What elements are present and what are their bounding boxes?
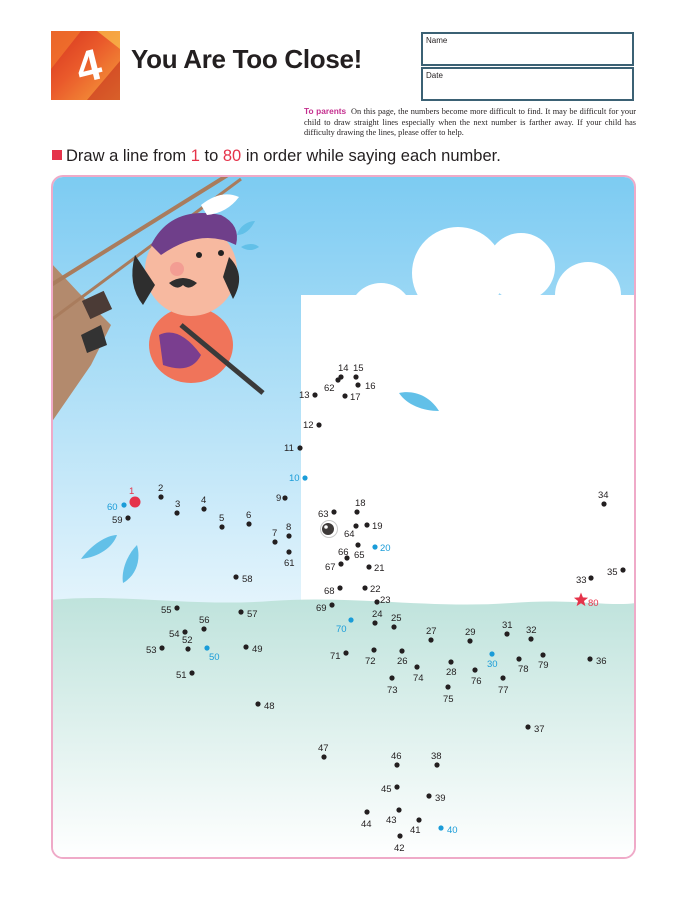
- dot-40[interactable]: [438, 825, 443, 830]
- dot-label-63: 63: [318, 509, 329, 520]
- dot-79[interactable]: [540, 652, 545, 657]
- dot-65[interactable]: [355, 542, 360, 547]
- dot-label-10: 10: [289, 473, 300, 484]
- dot-49[interactable]: [243, 644, 248, 649]
- dot-11[interactable]: [297, 445, 302, 450]
- sea: [51, 598, 636, 859]
- dot-label-44: 44: [361, 819, 372, 830]
- dot-label-67: 67: [325, 562, 336, 573]
- dot-24[interactable]: [372, 620, 377, 625]
- dot-33[interactable]: [588, 575, 593, 580]
- dot-label-51: 51: [176, 670, 187, 681]
- dot-label-70: 70: [336, 624, 347, 635]
- dot-label-68: 68: [324, 586, 335, 597]
- dot-label-42: 42: [394, 843, 405, 854]
- dot-label-37: 37: [534, 724, 545, 735]
- dot-42[interactable]: [397, 833, 402, 838]
- dot-72[interactable]: [371, 647, 376, 652]
- dot-28[interactable]: [448, 659, 453, 664]
- dot-18[interactable]: [354, 509, 359, 514]
- dot-12[interactable]: [316, 422, 321, 427]
- dot-label-23: 23: [380, 595, 391, 606]
- dot-74[interactable]: [414, 664, 419, 669]
- dot-19[interactable]: [364, 522, 369, 527]
- eye-icon: [321, 521, 338, 538]
- instruction-end-number: 80: [222, 147, 242, 165]
- dot-67[interactable]: [338, 561, 343, 566]
- dot-label-8: 8: [286, 522, 292, 533]
- dot-39[interactable]: [426, 793, 431, 798]
- lesson-number: 4: [71, 39, 107, 94]
- dot-label-53: 53: [146, 645, 157, 656]
- dot-37[interactable]: [525, 724, 530, 729]
- dot-label-15: 15: [353, 363, 364, 374]
- dot-56[interactable]: [201, 626, 206, 631]
- dot-32[interactable]: [528, 636, 533, 641]
- dot-43[interactable]: [396, 807, 401, 812]
- dot-label-47: 47: [318, 743, 329, 754]
- dot-22[interactable]: [362, 585, 367, 590]
- dot-31[interactable]: [504, 631, 509, 636]
- dot-34[interactable]: [601, 501, 606, 506]
- dot-label-72: 72: [365, 656, 376, 667]
- dot-46[interactable]: [394, 762, 399, 767]
- dot-62[interactable]: [335, 377, 340, 382]
- dot-54[interactable]: [182, 629, 187, 634]
- dot-label-74: 74: [413, 673, 424, 684]
- dot-label-29: 29: [465, 627, 476, 638]
- dot-15[interactable]: [353, 374, 358, 379]
- dot-label-16: 16: [365, 381, 376, 392]
- dot-label-18: 18: [355, 498, 366, 509]
- lesson-number-badge: [51, 31, 120, 100]
- dot-label-22: 22: [370, 584, 381, 595]
- dot-69[interactable]: [329, 602, 334, 607]
- dot-36[interactable]: [587, 656, 592, 661]
- dot-52[interactable]: [185, 646, 190, 651]
- dot-47[interactable]: [321, 754, 326, 759]
- dot-21[interactable]: [366, 564, 371, 569]
- dot-label-73: 73: [387, 685, 398, 696]
- dot-label-79: 79: [538, 660, 549, 671]
- dot-76[interactable]: [472, 667, 477, 672]
- dot-51[interactable]: [189, 670, 194, 675]
- dot-29[interactable]: [467, 638, 472, 643]
- dot-label-27: 27: [426, 626, 437, 637]
- dot-label-43: 43: [386, 815, 397, 826]
- dot-label-62: 62: [324, 383, 335, 394]
- dot-label-1: 1: [129, 486, 135, 497]
- dot-2[interactable]: [158, 494, 163, 499]
- dot-to-dot-panel: [51, 175, 636, 859]
- dot-label-75: 75: [443, 694, 454, 705]
- dot-6[interactable]: [246, 521, 251, 526]
- dot-44[interactable]: [364, 809, 369, 814]
- dot-label-9: 9: [276, 493, 282, 504]
- dot-75[interactable]: [445, 684, 450, 689]
- instruction-suffix: in order while saying each number.: [245, 147, 501, 165]
- dot-26[interactable]: [399, 648, 404, 653]
- dot-label-2: 2: [158, 483, 164, 494]
- dot-label-21: 21: [374, 563, 385, 574]
- dot-label-7: 7: [272, 528, 278, 539]
- dot-label-31: 31: [502, 620, 513, 631]
- instruction-prefix: Draw a line from: [66, 147, 187, 165]
- dot-27[interactable]: [428, 637, 433, 642]
- dot-50[interactable]: [204, 645, 209, 650]
- dot-label-12: 12: [303, 420, 314, 431]
- dot-20[interactable]: [372, 544, 377, 549]
- dot-16[interactable]: [355, 382, 360, 387]
- dot-label-33: 33: [576, 575, 587, 586]
- dot-label-35: 35: [607, 567, 618, 578]
- dot-label-40: 40: [447, 825, 458, 836]
- dot-label-17: 17: [350, 392, 361, 403]
- dot-label-28: 28: [446, 667, 457, 678]
- dot-45[interactable]: [394, 784, 399, 789]
- dot-13[interactable]: [312, 392, 317, 397]
- dot-label-49: 49: [252, 644, 263, 655]
- dot-48[interactable]: [255, 701, 260, 706]
- dot-35[interactable]: [620, 567, 625, 572]
- dot-label-57: 57: [247, 609, 258, 620]
- dot-label-77: 77: [498, 685, 509, 696]
- dot-label-24: 24: [372, 609, 383, 620]
- dot-label-58: 58: [242, 574, 253, 585]
- dot-68[interactable]: [337, 585, 342, 590]
- dot-4[interactable]: [201, 506, 206, 511]
- dot-78[interactable]: [516, 656, 521, 661]
- dot-1[interactable]: [130, 497, 141, 508]
- dot-label-50: 50: [209, 652, 220, 663]
- dot-label-20: 20: [380, 543, 391, 554]
- dot-label-36: 36: [596, 656, 607, 667]
- dot-label-54: 54: [169, 629, 180, 640]
- name-field[interactable]: [421, 32, 634, 66]
- dot-53[interactable]: [159, 645, 164, 650]
- dot-label-71: 71: [330, 651, 341, 662]
- dot-label-5: 5: [219, 513, 225, 524]
- dot-label-56: 56: [199, 615, 210, 626]
- dot-label-41: 41: [410, 825, 421, 836]
- dot-8[interactable]: [286, 533, 291, 538]
- parents-note-text: On this page, the numbers become more difficult to find. It may be difficult for your child to draw straight lines especially when the next number is farther away. If your child has difficulty drawing the lines, please offer to help.: [304, 107, 636, 138]
- dot-label-30: 30: [487, 659, 498, 670]
- dot-label-13: 13: [299, 390, 310, 401]
- dot-41[interactable]: [416, 817, 421, 822]
- dot-77[interactable]: [500, 675, 505, 680]
- parents-note-lead: To parents: [304, 106, 347, 116]
- dot-label-46: 46: [391, 751, 402, 762]
- dot-label-64: 64: [344, 529, 355, 540]
- dot-7[interactable]: [272, 539, 277, 544]
- dot-55[interactable]: [174, 605, 179, 610]
- dot-59[interactable]: [125, 515, 130, 520]
- dot-label-69: 69: [316, 603, 327, 614]
- dot-label-55: 55: [161, 605, 172, 616]
- dot-label-60: 60: [107, 502, 118, 513]
- dot-label-65: 65: [354, 550, 365, 561]
- dot-10[interactable]: [302, 475, 307, 480]
- dot-label-78: 78: [518, 664, 529, 675]
- dot-label-48: 48: [264, 701, 275, 712]
- dot-label-34: 34: [598, 490, 609, 501]
- dot-73[interactable]: [389, 675, 394, 680]
- dot-25[interactable]: [391, 624, 396, 629]
- parents-note: [304, 106, 636, 139]
- dot-label-11: 11: [284, 443, 294, 454]
- instruction: [52, 147, 501, 166]
- dot-5[interactable]: [219, 524, 224, 529]
- dot-label-66: 66: [338, 547, 349, 558]
- dot-label-32: 32: [526, 625, 537, 636]
- dot-label-80: 80: [588, 598, 599, 609]
- dot-61[interactable]: [286, 549, 291, 554]
- date-field[interactable]: [421, 67, 634, 101]
- dot-label-59: 59: [112, 515, 123, 526]
- dot-label-19: 19: [372, 521, 383, 532]
- date-label: Date: [426, 71, 443, 80]
- dot-label-14: 14: [338, 363, 349, 374]
- dot-label-52: 52: [182, 635, 193, 646]
- instruction-middle: to: [204, 147, 219, 165]
- dot-label-45: 45: [381, 784, 392, 795]
- dot-label-25: 25: [391, 613, 402, 624]
- dot-label-38: 38: [431, 751, 442, 762]
- bullet-square-icon: [52, 150, 62, 160]
- dot-label-39: 39: [435, 793, 446, 804]
- dot-label-6: 6: [246, 510, 252, 521]
- instruction-start-number: 1: [190, 147, 200, 165]
- dot-label-61: 61: [284, 558, 295, 569]
- dot-38[interactable]: [434, 762, 439, 767]
- dot-70[interactable]: [348, 617, 353, 622]
- dot-to-dot-scene: [51, 175, 636, 859]
- dot-60[interactable]: [121, 502, 126, 507]
- dot-17[interactable]: [342, 393, 347, 398]
- name-label: Name: [426, 36, 448, 45]
- page-title: You Are Too Close!: [131, 44, 363, 74]
- dot-label-76: 76: [471, 676, 482, 687]
- dot-label-26: 26: [397, 656, 408, 667]
- dot-57[interactable]: [238, 609, 243, 614]
- dot-30[interactable]: [489, 651, 494, 656]
- dot-label-3: 3: [175, 499, 181, 510]
- dot-58[interactable]: [233, 574, 238, 579]
- dot-64[interactable]: [353, 523, 358, 528]
- dot-71[interactable]: [343, 650, 348, 655]
- dot-3[interactable]: [174, 510, 179, 515]
- lesson-badge-graphic: [51, 31, 120, 100]
- dot-label-4: 4: [201, 495, 207, 506]
- dot-9[interactable]: [282, 495, 287, 500]
- dot-63[interactable]: [331, 509, 336, 514]
- dot-23[interactable]: [374, 599, 379, 604]
